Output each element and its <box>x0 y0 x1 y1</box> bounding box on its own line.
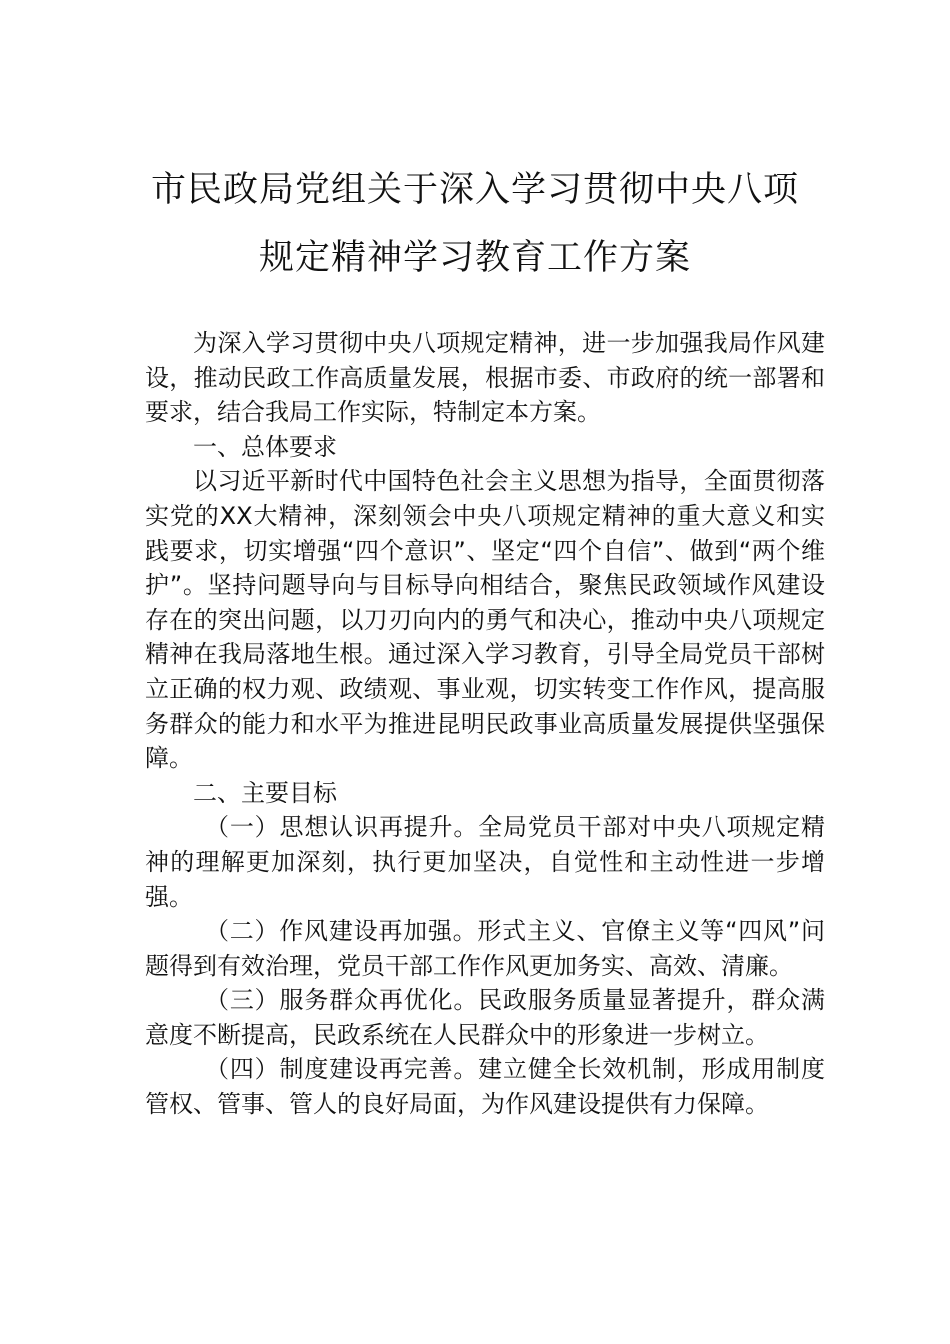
document-title-line-1: 市民政局党组关于深入学习贯彻中央八项 <box>150 170 799 210</box>
goal-item-2: （二）作风建设再加强。形式主义、官僚主义等“四风”问题得到有效治理，党员干部工作作风更加务实、高效、清廉。 <box>145 917 825 980</box>
goal-item-1: （一）思想认识再提升。全局党员干部对中央八项规定精神的理解更加深刻，执行更加坚决，自觉性和主动性进一步增强。 <box>145 813 825 911</box>
document-title-line-2: 规定精神学习教育工作方案 <box>258 238 691 278</box>
document-body <box>145 326 825 1122</box>
section-heading-main-goals: 二、主要目标 <box>193 778 337 807</box>
section-heading-general-requirements: 一、总体要求 <box>193 432 337 461</box>
goal-item-4: （四）制度建设再完善。建立健全长效机制，形成用制度管权、管事、管人的良好局面，为作风建设提供有力保障。 <box>145 1055 825 1119</box>
general-requirements-paragraph: 以习近平新时代中国特色社会主义思想为指导，全面贯彻落实党的XX大精神，深刻领会中央八项规定精神的重大意义和实践要求，切实增强“四个意识”、坚定“四个自信”、做到“两个维护”。坚持问题导向与目标导向相结合，聚焦民政领域作风建设存在的突出问题，以刀刃向内的勇气和决心，推动中央八项规定精神在我局落地生根。通过深入学习教育，引导全局党员干部树立正确的权力观、政绩观、事业观，切实转变工作作风，提高服务群众的能力和水平为推进昆明民政事业高质量发展提供坚强保障。 <box>145 467 825 773</box>
intro-paragraph: 为深入学习贯彻中央八项规定精神，进一步加强我局作风建设，推动民政工作高质量发展，根据市委、市政府的统一部署和要求，结合我局工作实际，特制定本方案。 <box>145 329 825 427</box>
goal-item-3: （三）服务群众再优化。民政服务质量显著提升，群众满意度不断提高，民政系统在人民群众中的形象进一步树立。 <box>145 986 825 1049</box>
